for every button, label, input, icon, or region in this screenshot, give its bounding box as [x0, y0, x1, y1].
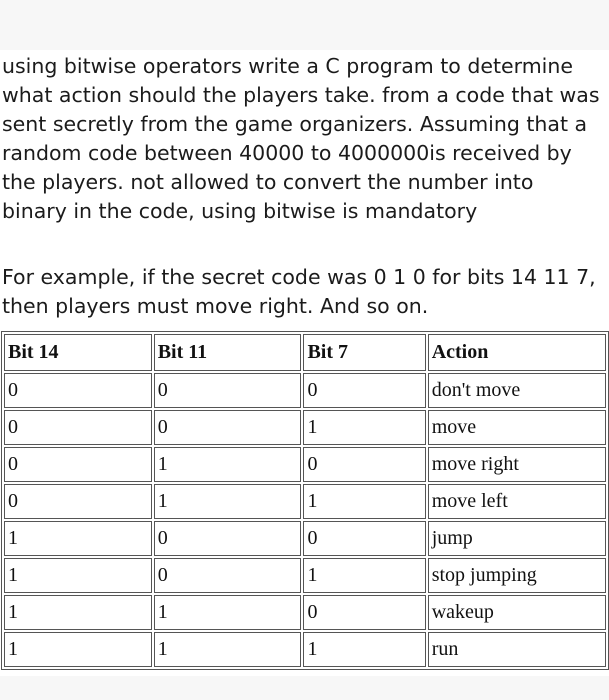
cell-bit-14: 0 [4, 484, 152, 519]
cell-bit-14: 0 [4, 447, 152, 482]
table-header-row [4, 334, 606, 371]
cell-bit-14: 1 [4, 632, 152, 667]
table-row [4, 595, 606, 630]
table-row [4, 484, 606, 519]
table-row [4, 558, 606, 593]
cell-bit-11: 0 [154, 558, 302, 593]
cell-bit-14: 0 [4, 373, 152, 408]
cell-bit-7: 1 [303, 410, 425, 445]
cell-bit-14: 1 [4, 521, 152, 556]
cell-action: run [428, 632, 606, 667]
cell-action: don't move [428, 373, 606, 408]
cell-bit-11: 1 [154, 447, 302, 482]
cell-bit-11: 0 [154, 373, 302, 408]
question-text: using bitwise operators write a C program to determine what action should the players take. from a code that was sent secretly from the game organizers. Assuming that a random code between 40000 to 4000000is received by the players. not allowed to convert the number into binary in the code, using bitwise is mandatory [2, 54, 600, 223]
cell-bit-7: 1 [303, 484, 425, 519]
cell-bit-7: 0 [303, 447, 425, 482]
cell-bit-11: 0 [154, 521, 302, 556]
cell-action: move left [428, 484, 606, 519]
header-bit-14: Bit 14 [4, 334, 152, 371]
cell-bit-14: 0 [4, 410, 152, 445]
cell-bit-7: 0 [303, 373, 425, 408]
example-text: For example, if the secret code was 0 1 0 for bits 14 11 7, then players must move right. And so on. [2, 265, 596, 318]
header-action: Action [428, 334, 606, 371]
table-row [4, 632, 606, 667]
question-content [0, 50, 609, 676]
table-row [4, 521, 606, 556]
header-bit-11: Bit 11 [154, 334, 302, 371]
cell-bit-7: 1 [303, 632, 425, 667]
table-row [4, 410, 606, 445]
cell-bit-11: 1 [154, 484, 302, 519]
cell-action: wakeup [428, 595, 606, 630]
cell-action: move [428, 410, 606, 445]
cell-action: jump [428, 521, 606, 556]
cell-bit-7: 0 [303, 595, 425, 630]
cell-bit-11: 0 [154, 410, 302, 445]
cell-bit-14: 1 [4, 595, 152, 630]
cell-action: move right [428, 447, 606, 482]
cell-bit-7: 0 [303, 521, 425, 556]
cell-bit-11: 1 [154, 595, 302, 630]
header-bit-7: Bit 7 [303, 334, 425, 371]
bit-action-table [1, 331, 609, 670]
cell-action: stop jumping [428, 558, 606, 593]
cell-bit-11: 1 [154, 632, 302, 667]
cell-bit-7: 1 [303, 558, 425, 593]
table-row [4, 373, 606, 408]
table-row [4, 447, 606, 482]
cell-bit-14: 1 [4, 558, 152, 593]
